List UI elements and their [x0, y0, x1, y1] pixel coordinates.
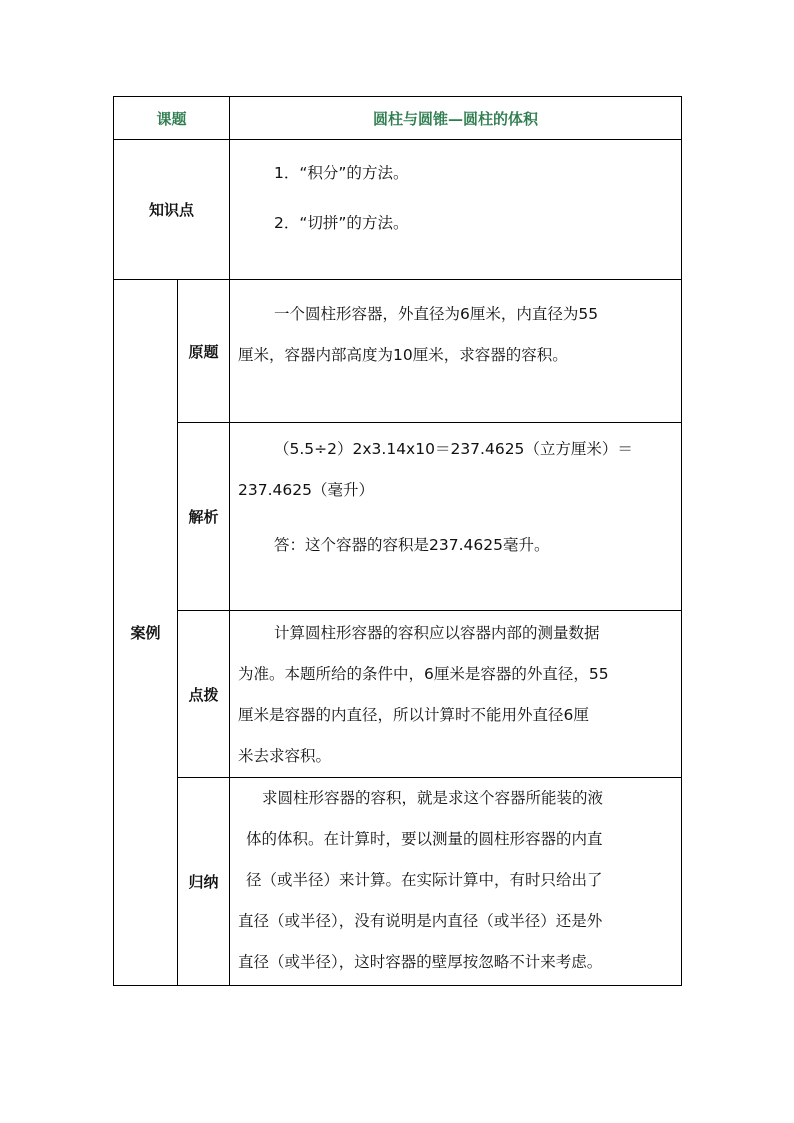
summary-row — [114, 778, 682, 986]
tips-line: 米去求容积。 — [238, 747, 332, 765]
analysis-label: 解析 — [178, 423, 230, 611]
summary-line: 直径（或半径），这时容器的壁厚按忽略不计来考虑。 — [238, 953, 603, 971]
summary-content — [230, 778, 682, 986]
topic-label: 课题 — [114, 97, 230, 140]
tips-label: 点拨 — [178, 611, 230, 778]
analysis-line: 237.4625（毫升） — [238, 481, 374, 499]
knowledge-label: 知识点 — [114, 140, 230, 280]
topic-title: 圆柱与圆锥—圆柱的体积 — [230, 97, 682, 140]
analysis-content — [230, 423, 682, 611]
lesson-table — [113, 96, 682, 986]
original-row — [114, 280, 682, 423]
tips-row — [114, 611, 682, 778]
analysis-row — [114, 423, 682, 611]
tips-line: 为准。本题所给的条件中，6厘米是容器的外直径，55 — [238, 665, 609, 683]
analysis-line: （5.5÷2）2x3.14x10＝237.4625（立方厘米）＝ — [274, 440, 633, 458]
tips-line: 计算圆柱形容器的容积应以容器内部的测量数据 — [274, 624, 600, 642]
original-line: 一个圆柱形容器，外直径为6厘米，内直径为55 — [274, 305, 599, 323]
knowledge-item: 1．“积分”的方法。 — [274, 164, 409, 182]
summary-line: 径（或半径）来计算。在实际计算中，有时只给出了 — [246, 871, 603, 889]
header-row — [114, 97, 682, 140]
summary-line: 体的体积。在计算时，要以测量的圆柱形容器的内直 — [246, 830, 603, 848]
analysis-answer: 答：这个容器的容积是237.4625毫升。 — [274, 536, 550, 554]
original-label: 原题 — [178, 280, 230, 423]
knowledge-item: 2．“切拼”的方法。 — [274, 214, 409, 232]
summary-line: 求圆柱形容器的容积，就是求这个容器所能装的液 — [262, 789, 604, 807]
summary-line: 直径（或半径），没有说明是内直径（或半径）还是外 — [238, 912, 603, 930]
case-label: 案例 — [114, 280, 178, 986]
original-content — [230, 280, 682, 423]
knowledge-content — [230, 140, 682, 280]
original-line: 厘米，容器内部高度为10厘米，求容器的容积。 — [238, 346, 568, 364]
summary-label: 归纳 — [178, 778, 230, 986]
knowledge-row — [114, 140, 682, 280]
tips-line: 厘米是容器的内直径，所以计算时不能用外直径6厘 — [238, 706, 589, 724]
tips-content — [230, 611, 682, 778]
